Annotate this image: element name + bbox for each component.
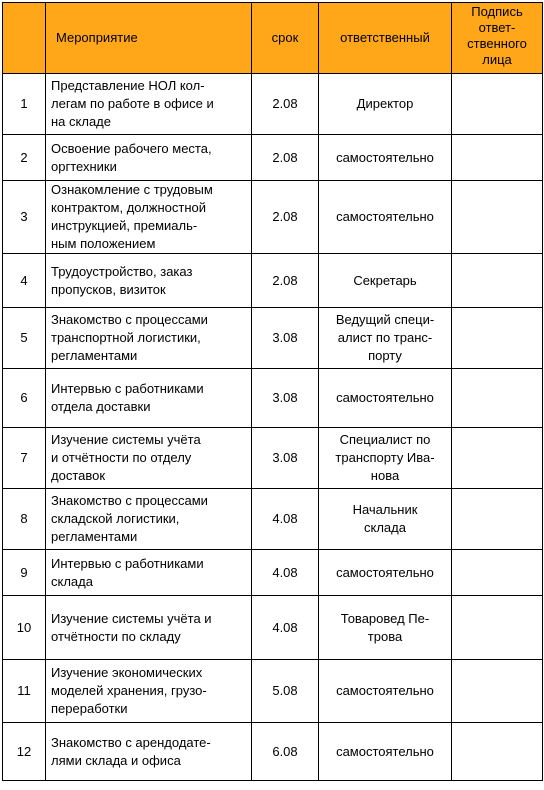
row-date-text: 3.08: [272, 330, 298, 345]
row-signature: [452, 254, 543, 308]
row-responsible: [319, 308, 452, 369]
row-number-text: 7: [20, 450, 28, 465]
row-event-text: Изучение экономических моделей хранения, грузо- переработки: [51, 665, 207, 716]
row-event-text: Интервью с работниками отдела доставки: [51, 381, 204, 414]
row-date-text: 6.08: [272, 743, 298, 759]
table-row: [3, 723, 543, 781]
row-event-text: Ознакомление с трудовым контрактом, должностной инструкцией, премиаль- ным положением: [51, 182, 213, 251]
row-number: [3, 489, 46, 550]
row-number-text: 4: [20, 272, 28, 288]
row-number: [3, 596, 46, 660]
row-number-text: 12: [16, 743, 32, 759]
row-number: [3, 308, 46, 369]
row-responsible: [319, 660, 452, 723]
row-responsible: [319, 181, 452, 254]
row-date: [252, 74, 319, 135]
row-signature: [452, 135, 543, 181]
row-date: [252, 489, 319, 550]
row-date-text: 4.08: [272, 511, 298, 526]
row-number: [3, 428, 46, 489]
row-number: [3, 550, 46, 596]
row-responsible: [319, 369, 452, 428]
table-row: [3, 596, 543, 660]
row-responsible-text: Товаровед Пе- трова: [340, 610, 430, 644]
row-event-text: Знакомство с процессами складской логистики, регламентами: [51, 493, 208, 544]
row-number-text: 5: [20, 330, 28, 345]
table-body: [3, 74, 543, 781]
row-responsible: [319, 74, 452, 135]
table-header: [3, 3, 543, 74]
header-responsible: ответственный: [319, 3, 452, 74]
row-responsible-text: самостоятельно: [336, 209, 434, 224]
row-date-text: 3.08: [272, 390, 298, 405]
header-signature: [452, 3, 543, 74]
row-signature: [452, 723, 543, 781]
row-event: [46, 135, 252, 181]
row-event: [46, 74, 252, 135]
row-responsible: [319, 550, 452, 596]
row-number: [3, 254, 46, 308]
row-date: [252, 723, 319, 781]
row-signature: [452, 596, 543, 660]
header-row: [3, 3, 543, 74]
row-event-text: Знакомство с арендодате- лями склада и офиса: [51, 734, 211, 768]
table-row: [3, 181, 543, 254]
row-event: [46, 308, 252, 369]
row-date-text: 3.08: [272, 450, 298, 465]
table-row: [3, 660, 543, 723]
row-date-text: 4.08: [272, 619, 298, 635]
row-event: [46, 596, 252, 660]
row-responsible: [319, 596, 452, 660]
row-signature: [452, 489, 543, 550]
row-number-text: 2: [20, 149, 28, 165]
row-signature: [452, 369, 543, 428]
header-signature-text: Подпись ответ- ственного лица: [467, 4, 527, 67]
header-date: срок: [252, 3, 319, 74]
row-responsible: [319, 135, 452, 181]
header-number: [3, 3, 46, 74]
row-number: [3, 74, 46, 135]
row-responsible-text: самостоятельно: [336, 683, 434, 698]
row-event-text: Изучение системы учёта и отчётности по складу: [51, 610, 212, 644]
row-signature: [452, 74, 543, 135]
row-number: [3, 660, 46, 723]
row-date: [252, 369, 319, 428]
onboarding-plan-table: [2, 2, 543, 781]
row-event-text: Трудоустройство, заказ пропусков, визиток: [51, 263, 193, 297]
row-date-text: 2.08: [272, 96, 298, 111]
row-date: [252, 254, 319, 308]
row-number: [3, 369, 46, 428]
row-responsible: [319, 254, 452, 308]
row-event: [46, 428, 252, 489]
table-row: [3, 254, 543, 308]
row-number: [3, 723, 46, 781]
table-row: [3, 489, 543, 550]
row-event: [46, 550, 252, 596]
row-event: [46, 369, 252, 428]
row-responsible-text: самостоятельно: [336, 149, 434, 165]
row-date: [252, 181, 319, 254]
row-event-text: Изучение системы учёта и отчётности по отделу доставок: [51, 432, 201, 483]
row-date: [252, 550, 319, 596]
row-responsible-text: Секретарь: [353, 272, 417, 288]
row-number: [3, 181, 46, 254]
row-responsible: [319, 723, 452, 781]
row-responsible: [319, 428, 452, 489]
row-signature: [452, 181, 543, 254]
row-responsible-text: Специалист по транспорту Ива- нова: [335, 432, 435, 483]
table-row: [3, 550, 543, 596]
row-event: [46, 723, 252, 781]
row-number-text: 1: [20, 96, 28, 111]
row-responsible-text: самостоятельно: [336, 743, 434, 759]
row-date-text: 4.08: [272, 564, 298, 580]
row-event: [46, 489, 252, 550]
row-responsible-text: самостоятельно: [336, 390, 434, 405]
row-event: [46, 254, 252, 308]
row-event-text: Представление НОЛ кол- легам по работе в офисе и на складе: [51, 78, 214, 129]
row-date-text: 2.08: [272, 149, 298, 165]
row-number-text: 8: [20, 511, 28, 526]
table-row: [3, 135, 543, 181]
row-date: [252, 428, 319, 489]
row-date: [252, 596, 319, 660]
row-event: [46, 660, 252, 723]
row-number-text: 11: [17, 683, 31, 698]
table-row: [3, 369, 543, 428]
row-event: [46, 181, 252, 254]
row-responsible-text: Начальник склада: [352, 502, 418, 535]
row-number-text: 3: [20, 209, 28, 224]
row-signature: [452, 308, 543, 369]
row-date: [252, 660, 319, 723]
row-date-text: 2.08: [272, 209, 298, 224]
row-event-text: Знакомство с процессами транспортной логистики, регламентами: [51, 312, 208, 363]
row-responsible-text: самостоятельно: [336, 564, 434, 580]
row-number-text: 9: [20, 564, 28, 580]
row-event-text: Интервью с работниками склада: [51, 555, 204, 589]
row-signature: [452, 660, 543, 723]
row-number-text: 10: [16, 619, 32, 635]
row-number: [3, 135, 46, 181]
row-responsible: [319, 489, 452, 550]
row-number-text: 6: [20, 390, 28, 405]
header-event: Мероприятие: [46, 3, 252, 74]
row-date-text: 5.08: [272, 683, 298, 698]
row-signature: [452, 550, 543, 596]
row-responsible-text: Ведущий специ- алист по транс- порту: [335, 312, 435, 363]
table-row: [3, 308, 543, 369]
row-date-text: 2.08: [272, 272, 298, 288]
row-event-text: Освоение рабочего места, оргтехники: [51, 140, 212, 174]
row-signature: [452, 428, 543, 489]
table-row: [3, 428, 543, 489]
row-date: [252, 308, 319, 369]
row-date: [252, 135, 319, 181]
row-responsible-text: Директор: [356, 96, 414, 111]
table-row: [3, 74, 543, 135]
